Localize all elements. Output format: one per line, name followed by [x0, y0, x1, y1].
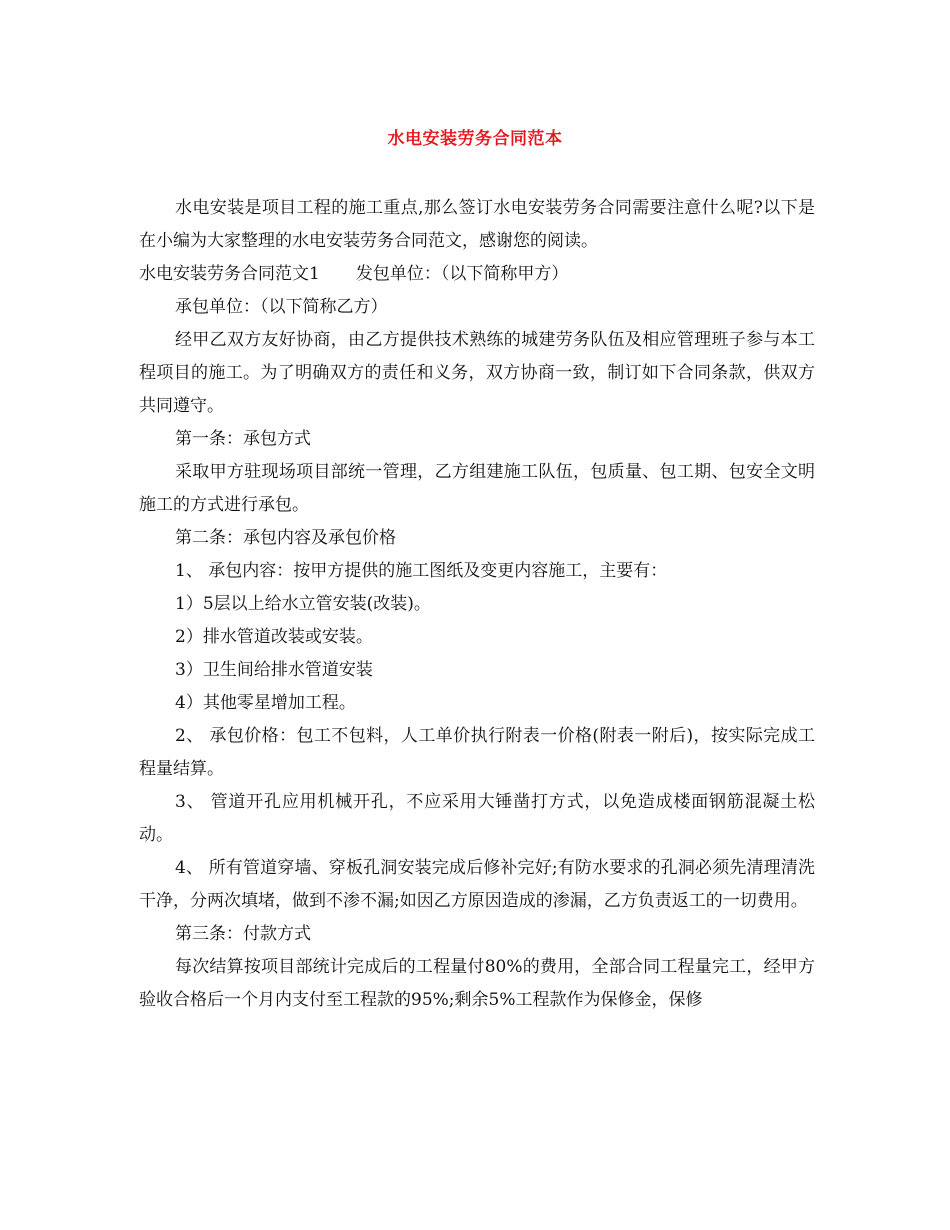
article-2-subitem-2: 2）排水管道改装或安装。 [175, 627, 373, 647]
party-a-line: 发包单位：（以下简称甲方） [355, 264, 569, 284]
sample-heading: 水电安装劳务合同范文1 [139, 264, 320, 284]
article-2-heading: 第二条：承包内容及承包价格 [175, 528, 396, 548]
article-2-subitem-1: 1）5层以上给水立管安装(改装)。 [175, 594, 431, 614]
article-3-heading: 第三条：付款方式 [175, 924, 311, 944]
article-2-item-2: 2、 承包价格：包工不包料，人工单价执行附表一价格(附表一附后)，按实际完成工程量结算。 [139, 726, 815, 779]
article-3-text: 每次结算按项目部统计完成后的工程量付80%的费用，全部合同工程量完工，经甲方验收合格后一个月内支付至工程款的95%;剩余5%工程款作为保修金，保修 [139, 957, 815, 1010]
document-body [139, 192, 815, 1017]
article-2-item-1: 1、 承包内容：按甲方提供的施工图纸及变更内容施工，主要有： [175, 561, 668, 581]
document-title: 水电安装劳务合同范本 [387, 129, 563, 149]
article-2-item-3: 3、 管道开孔应用机械开孔，不应采用大锤凿打方式，以免造成楼面钢筋混凝土松动。 [139, 792, 815, 845]
article-1-text: 采取甲方驻现场项目部统一管理，乙方组建施工队伍，包质量、包工期、包安全文明施工的方式进行承包。 [139, 462, 815, 515]
article-2-subitem-3: 3）卫生间给排水管道安装 [175, 660, 373, 680]
sample-heading-line [139, 258, 815, 291]
party-b-line: 承包单位：（以下简称乙方） [175, 297, 388, 317]
article-1-heading: 第一条：承包方式 [175, 429, 311, 449]
preamble-paragraph: 经甲乙双方友好协商，由乙方提供技术熟练的城建劳务队伍及相应管理班子参与本工程项目的施工。为了明确双方的责任和义务，双方协商一致，制订如下合同条款，供双方共同遵守。 [139, 330, 815, 416]
intro-paragraph: 水电安装是项目工程的施工重点,那么签订水电安装劳务合同需要注意什么呢?以下是在小编为大家整理的水电安装劳务合同范文，感谢您的阅读。 [139, 198, 815, 251]
article-2-item-4: 4、 所有管道穿墙、穿板孔洞安装完成后修补完好;有防水要求的孔洞必须先清理清洗干净，分两次填堵，做到不渗不漏;如因乙方原因造成的渗漏，乙方负责返工的一切费用。 [139, 858, 815, 911]
article-2-subitem-4: 4）其他零星增加工程。 [175, 693, 356, 713]
